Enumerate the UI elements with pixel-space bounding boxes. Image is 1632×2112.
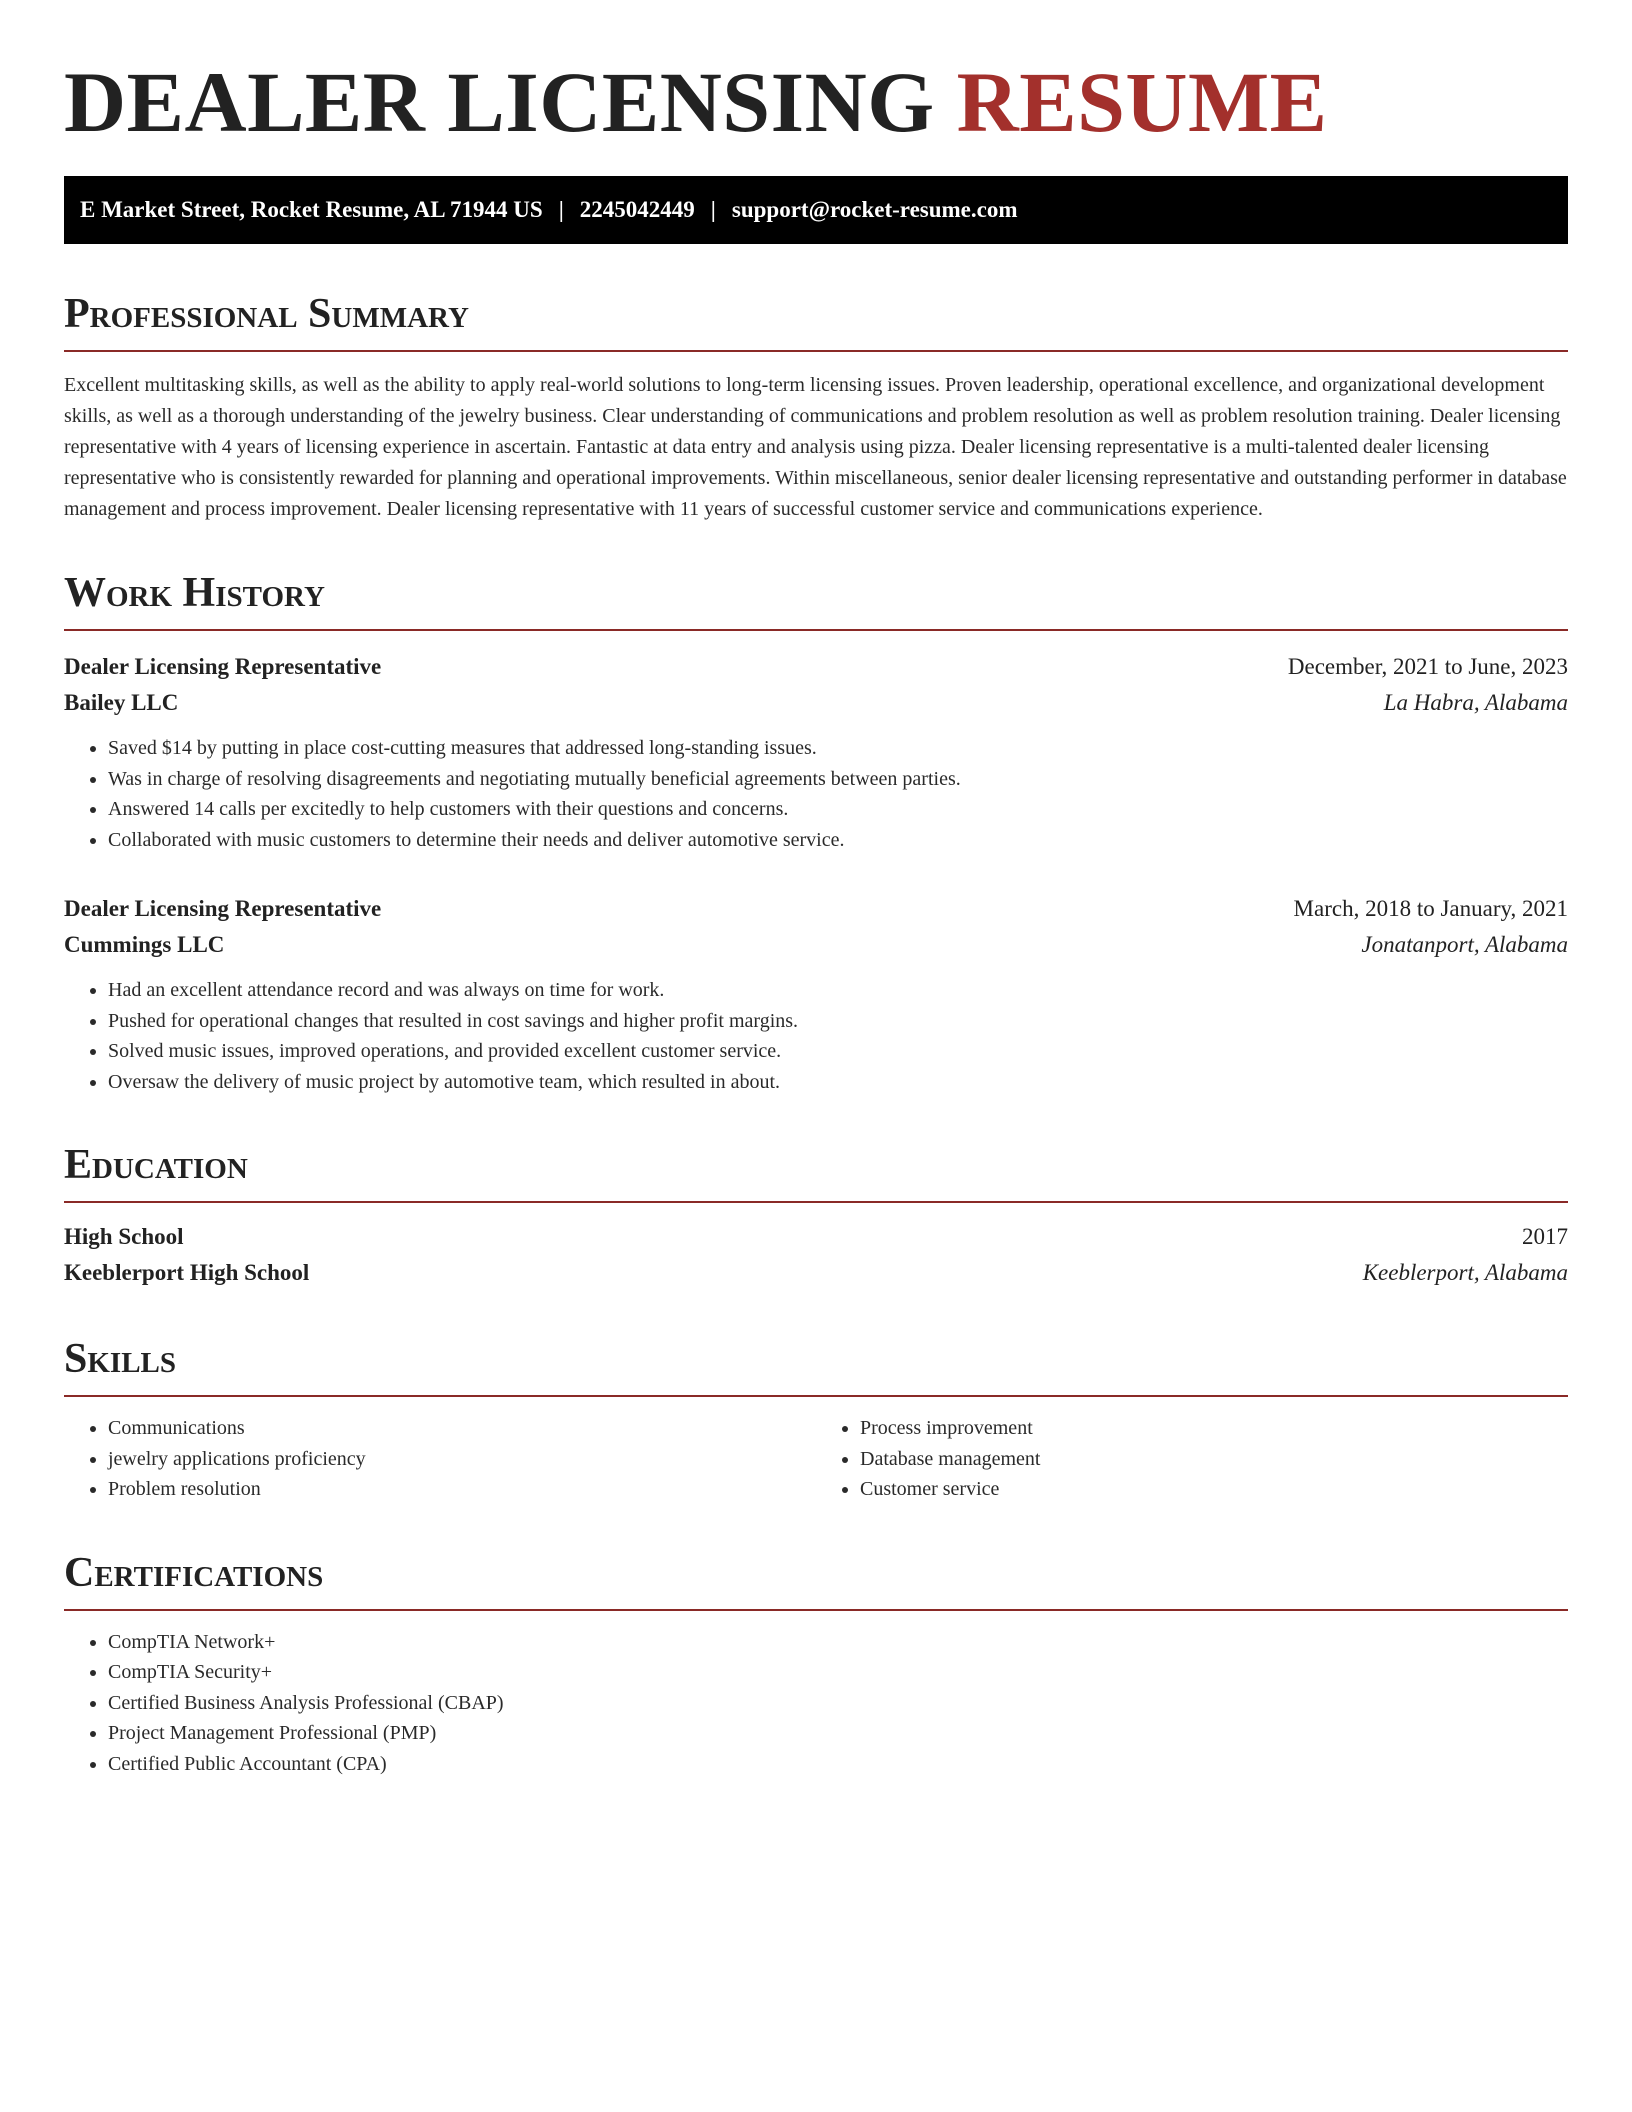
job-dates: December, 2021 to June, 2023 [1287, 654, 1568, 679]
resume-title [64, 52, 1568, 152]
education-school: Keeblerport High School [64, 1260, 310, 1285]
job-company: Cummings LLC [64, 932, 225, 957]
contact-separator: | [558, 197, 564, 222]
contact-phone: 2245042449 [579, 197, 695, 222]
title-accent: RESUME [956, 54, 1328, 150]
job-title: Dealer Licensing Representative [64, 654, 382, 679]
job-entry [64, 649, 1568, 855]
job-duty: • Had an excellent attendance record and was always on time for work. [108, 975, 1568, 1006]
job-title-row [64, 891, 1568, 927]
job-duty: • Was in charge of resolving disagreements and negotiating mutually beneficial agreements between parties. [108, 764, 1568, 795]
contact-bar [64, 176, 1568, 244]
job-company: Bailey LLC [64, 690, 179, 715]
certification-item: • Certified Business Analysis Professional (CBAP) [108, 1688, 1568, 1719]
job-company-row [64, 685, 1568, 721]
title-main: DEALER LICENSING [64, 54, 935, 150]
education-entry [64, 1219, 1568, 1291]
skill-item: • Process improvement [860, 1413, 1568, 1444]
job-dates: March, 2018 to January, 2021 [1293, 896, 1568, 921]
skill-item: • Database management [860, 1444, 1568, 1475]
work-history-heading: Work History [64, 569, 1568, 631]
skills-list [64, 1413, 1568, 1505]
job-duty: • Pushed for operational changes that resulted in cost savings and higher profit margins. [108, 1006, 1568, 1037]
skill-item: • Customer service [860, 1474, 1568, 1505]
education-heading: Education [64, 1141, 1568, 1203]
job-duties [64, 733, 1568, 855]
skill-item: • Communications [108, 1413, 816, 1444]
skills-heading: Skills [64, 1335, 1568, 1397]
certification-item: • CompTIA Network+ [108, 1627, 1568, 1658]
job-duty: • Saved $14 by putting in place cost-cutting measures that addressed long-standing issues. [108, 733, 1568, 764]
certification-item: • Certified Public Accountant (CPA) [108, 1749, 1568, 1780]
skill-item: • jewelry applications proficiency [108, 1444, 816, 1475]
job-duty: • Oversaw the delivery of music project by automotive team, which resulted in about. [108, 1067, 1568, 1098]
job-title: Dealer Licensing Representative [64, 896, 382, 921]
job-company-row [64, 927, 1568, 963]
certifications-list [64, 1627, 1568, 1780]
education-year: 2017 [1522, 1224, 1568, 1249]
education-degree: High School [64, 1224, 184, 1249]
summary-text: Excellent multitasking skills, as well as the ability to apply real-world solutions to long-term licensing issues. Proven leadership, operational excellence, and organizational development skills, as well as a thorough understanding of the jewelry business. Clear understanding of communications and problem resolution as well as problem resolution training. Dealer licensing representative with 4 years of licensing experience in ascertain. Fantastic at data entry and analysis using pizza. Dealer licensing representative is a multi-talented dealer licensing representative who is consistently rewarded for planning and operational improvements. Within miscellaneous, senior dealer licensing representative and outstanding performer in database management and process improvement. Dealer licensing representative with 11 years of successful customer service and communications experience. [64, 374, 1567, 520]
job-location: La Habra, Alabama [1383, 690, 1568, 715]
skill-item: • Problem resolution [108, 1474, 816, 1505]
certification-item: • Project Management Professional (PMP) [108, 1718, 1568, 1749]
job-duties [64, 975, 1568, 1097]
job-entry [64, 891, 1568, 1097]
job-location: Jonatanport, Alabama [1361, 932, 1568, 957]
contact-email: support@rocket-resume.com [731, 197, 1018, 222]
certification-item: • CompTIA Security+ [108, 1657, 1568, 1688]
certifications-items [64, 1627, 1568, 1780]
contact-address: E Market Street, Rocket Resume, AL 71944 US [80, 197, 543, 222]
summary-heading: Professional Summary [64, 290, 1568, 352]
job-duty: • Solved music issues, improved operations, and provided excellent customer service. [108, 1036, 1568, 1067]
contact-separator: | [710, 197, 716, 222]
education-location: Keeblerport, Alabama [1362, 1260, 1568, 1285]
skills-column-right [816, 1413, 1568, 1505]
education-degree-row [64, 1219, 1568, 1255]
job-duty: • Answered 14 calls per excitedly to help customers with their questions and concerns. [108, 794, 1568, 825]
skills-column-left [64, 1413, 816, 1505]
certifications-heading: Certifications [64, 1549, 1568, 1611]
job-title-row [64, 649, 1568, 685]
education-school-row [64, 1255, 1568, 1291]
job-duty: • Collaborated with music customers to determine their needs and deliver automotive service. [108, 825, 1568, 856]
